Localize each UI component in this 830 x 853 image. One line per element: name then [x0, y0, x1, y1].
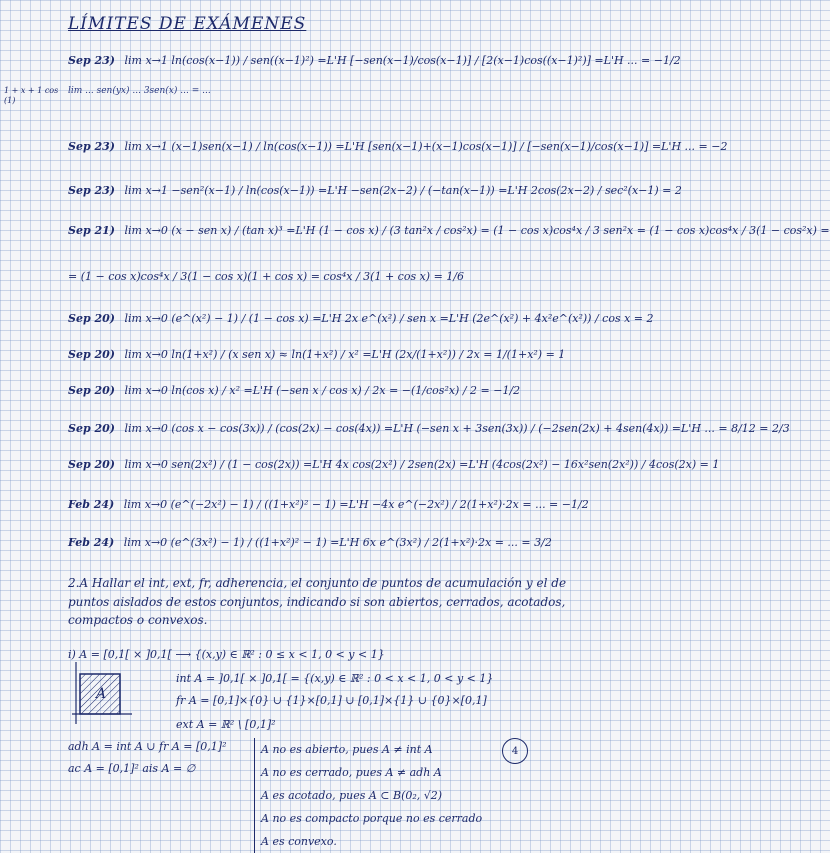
property-item: A es acotado, pues A ⊂ B(0₂, √2)	[261, 789, 443, 803]
limit-entry	[68, 224, 830, 239]
exam-tag: Sep 23)	[68, 54, 115, 67]
sketch-label: A	[96, 686, 107, 702]
limit-expression: lim x→0 sen(2x²) / (1 − cos(2x)) =L'H 4x cos(2x²) / 2sen(2x) =L'H (4cos(2x²) − 16x²sen(2x²)) / 4cos(2x) = 1	[124, 458, 720, 471]
exam-tag: Sep 20)	[68, 348, 115, 361]
limit-entry	[68, 348, 588, 363]
set-sketch	[66, 658, 136, 728]
property-item: A no es abierto, pues A ≠ int A	[261, 743, 433, 756]
limit-entry	[68, 312, 654, 327]
adherence-line: adh A = int A ∪ fr A = [0,1]²	[68, 740, 227, 753]
limit-expression: lim x→0 (cos x − cos(3x)) / (cos(2x) − cos(4x)) =L'H (−sen x + 3sen(3x)) / (−2sen(2x) + 4sen(4x)) =L'H ... = 8/12 = 2/3	[124, 422, 790, 435]
exam-tag: Sep 23)	[68, 184, 115, 197]
limit-entry	[68, 384, 588, 399]
exam-tag: Sep 23)	[68, 140, 115, 153]
limit-entry	[68, 184, 682, 199]
property-item: A no es cerrado, pues A ≠ adh A	[261, 766, 442, 780]
limit-entry	[68, 422, 790, 437]
limit-expression: lim x→0 (e^(3x²) − 1) / ((1+x²)² − 1) =L'H 6x e^(3x²) / 2(1+x²)·2x = ... = 3/2	[123, 536, 552, 549]
limit-expression: lim x→0 ln(cos x) / x² =L'H (−sen x / cos x) / 2x = −(1/cos²x) / 2 = −1/2	[124, 384, 521, 397]
property-item: A no es compacto porque no es cerrado	[261, 812, 483, 826]
circled-number: 4	[502, 738, 528, 764]
limit-entry	[68, 458, 720, 473]
limit-expression: lim x→0 (x − sen x) / (tan x)³ =L'H (1 − cos x) / (3 tan²x / cos²x) = (1 − cos x)cos⁴x / 3 sen²x = (1 − cos x)cos⁴x / 3(1 − cos²x) =	[124, 224, 830, 237]
limit-expression: lim x→1 ln(cos(x−1)) / sen((x−1)²) =L'H [−sen(x−1)/cos(x−1)] / [2(x−1)cos((x−1)²)] =L'H ... = −1/2	[124, 54, 681, 67]
limit-continuation: = (1 − cos x)cos⁴x / 3(1 − cos x)(1 + cos x) = cos⁴x / 3(1 + cos x) = 1/6	[68, 270, 464, 283]
limit-expression: lim x→1 −sen²(x−1) / ln(cos(x−1)) =L'H −sen(2x−2) / (−tan(x−1)) =L'H 2cos(2x−2) / sec²(x−1) = 2	[124, 184, 682, 197]
exam-tag: Sep 20)	[68, 458, 115, 471]
limit-entry	[68, 498, 588, 513]
limit-expression: lim x→0 (e^(−2x²) − 1) / ((1+x²)² − 1) =L'H −4x e^(−2x²) / 2(1+x²)·2x = ... = −1/2	[123, 498, 589, 511]
limit-entry	[68, 536, 588, 551]
property-item: A es convexo.	[261, 835, 337, 849]
accumulation-line: ac A = [0,1]² ais A = ∅	[68, 762, 196, 775]
crossed-out-scribble: lim ... sen(yx) ... 3sen(x) ... = ...	[68, 86, 211, 96]
exam-tag: Feb 24)	[68, 536, 115, 549]
exam-tag: Sep 20)	[68, 312, 115, 325]
limit-expression: lim x→1 (x−1)sen(x−1) / ln(cos(x−1)) =L'H [sen(x−1)+(x−1)cos(x−1)] / [−sen(x−1)/cos(x−1)] =L'H ... = −2	[124, 140, 728, 153]
limit-expression: lim x→0 (e^(x²) − 1) / (1 − cos x) =L'H 2x e^(x²) / sen x =L'H (2e^(x²) + 4x²e^(x²)) / cos x = 2	[124, 312, 654, 325]
exercise-heading: 2.A Hallar el int, ext, fr, adherencia, el conjunto de puntos de acumulación y el de puntos aislados de estos conjuntos, indicando si son abiertos, cerrados, acotados, compactos o convexos.	[68, 576, 567, 628]
margin-note: 1 + x + 1 cos (1)	[4, 86, 59, 106]
interior-line: int A = ]0,1[ × ]0,1[ = {(x,y) ∈ ℝ² : 0 < x < 1, 0 < y < 1}	[176, 672, 494, 685]
page-title: LÍMITES DE EXÁMENES	[68, 14, 307, 34]
exam-tag: Sep 21)	[68, 224, 115, 237]
exam-tag: Sep 20)	[68, 384, 115, 397]
boundary-line: fr A = [0,1]×{0} ∪ {1}×[0,1] ∪ [0,1]×{1} ∪ {0}×[0,1]	[176, 694, 487, 707]
limit-entry	[68, 140, 728, 155]
limit-entry	[68, 54, 681, 69]
limit-expression: lim x→0 ln(1+x²) / (x sen x) ≈ ln(1+x²) / x² =L'H (2x/(1+x²)) / 2x = 1/(1+x²) = 1	[124, 348, 566, 361]
problem-statement: i) A = [0,1[ × ]0,1[ ⟶ {(x,y) ∈ ℝ² : 0 ≤ x < 1, 0 < y < 1}	[68, 648, 385, 661]
exam-tag: Feb 24)	[68, 498, 115, 511]
exterior-line: ext A = ℝ² \ [0,1]²	[176, 718, 276, 731]
exam-tag: Sep 20)	[68, 422, 115, 435]
